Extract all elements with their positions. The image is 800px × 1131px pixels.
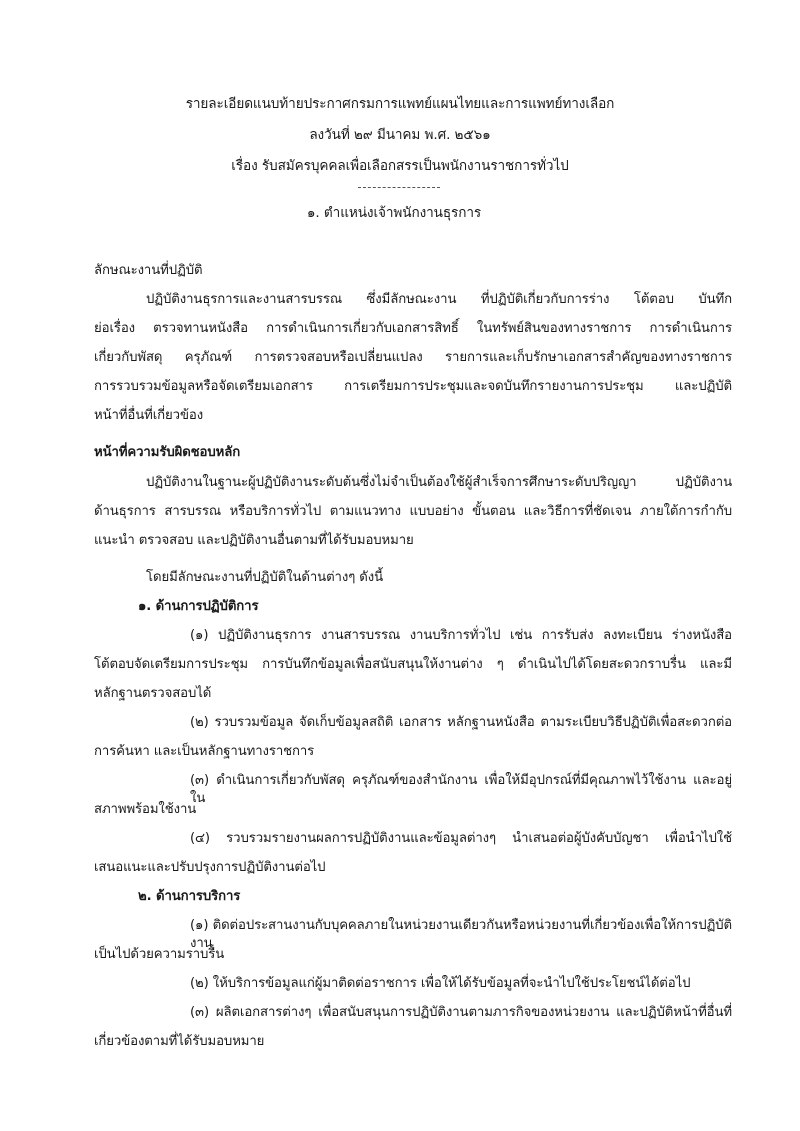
section-heading-responsibilities: หน้าที่ความรับผิดชอบหลัก	[94, 445, 241, 460]
area-operations-heading: ๑. ด้านการปฏิบัติการ	[138, 599, 259, 614]
operations-item-3-line-2: สภาพพร้อมใช้งาน	[94, 802, 197, 817]
area-services-heading: ๒. ด้านการบริการ	[138, 889, 241, 904]
characteristics-line-3: เกี่ยวกับพัสดุ ครุภัณฑ์ การตรวจสอบหรือเปลี่ยนแปลง รายการและเก็บรักษาเอกสารสำคัญของทางราชการ	[94, 350, 732, 365]
responsibilities-line-1: ปฏิบัติงานในฐานะผู้ปฏิบัติงานระดับต้นซึ่งไม่จำเป็นต้องใช้ผู้สำเร็จการศึกษาระดับปริญญา ปฏิบัติงาน	[146, 475, 732, 490]
characteristics-line-4: การรวบรวมข้อมูลหรือจัดเตรียมเอกสาร การเตรียมการประชุมและจดบันทึกรายงานการประชุม และปฏิบัติ	[94, 379, 732, 394]
characteristics-line-5: หน้าที่อื่นที่เกี่ยวข้อง	[94, 408, 204, 423]
document-date: ลงวันที่ ๒๙ มีนาคม พ.ศ. ๒๕๖๑	[309, 127, 491, 143]
position-title: ๑. ตำแหน่งเจ้าพนักงานธุรการ	[306, 205, 482, 221]
operations-item-1-line-1: (๑) ปฏิบัติงานธุรการ งานสารบรรณ งานบริการทั่วไป เช่น การรับส่ง ลงทะเบียน ร่างหนังสือ	[190, 628, 732, 643]
responsibilities-line-2: ด้านธุรการ สารบรรณ หรือบริการทั่วไป ตามแนวทาง แบบอย่าง ขั้นตอน และวิธีการที่ชัดเจน ภายใต้การกำกับ	[94, 504, 732, 519]
services-item-1-line-2: เป็นไปด้วยความราบรื่น	[94, 947, 225, 962]
characteristics-line-2: ย่อเรื่อง ตรวจทานหนังสือ การดำเนินการเกี่ยวกับเอกสารสิทธิ์ ในทรัพย์สินของทางราชการ การดำเนินการ	[94, 321, 732, 336]
responsibilities-intro: โดยมีลักษณะงานที่ปฏิบัติในด้านต่างๆ ดังนี้	[146, 570, 383, 585]
operations-item-2-line-1: (๒) รวบรวมข้อมูล จัดเก็บข้อมูลสถิติ เอกสาร หลักฐานหนังสือ ตามระเบียบวิธีปฏิบัติเพื่อสะดวกต่อ	[190, 715, 732, 730]
document-title-line-1: รายละเอียดแนบท้ายประกาศกรมการแพทย์แผนไทยและการแพทย์ทางเลือก	[185, 96, 615, 112]
operations-item-1-line-3: หลักฐานตรวจสอบได้	[94, 686, 212, 701]
section-heading-characteristics: ลักษณะงานที่ปฏิบัติ	[94, 263, 203, 278]
operations-item-4-line-1: (๔) รวบรวมรายงานผลการปฏิบัติงานและข้อมูลต่างๆ นำเสนอต่อผู้บังคับบัญชา เพื่อนำไปใช้	[190, 831, 732, 846]
characteristics-line-1: ปฏิบัติงานธุรการและงานสารบรรณ ซึ่งมีลักษณะงาน ที่ปฏิบัติเกี่ยวกับการร่าง โต้ตอบ บันทึก	[146, 292, 732, 307]
services-item-3-line-2: เกี่ยวข้องตามที่ได้รับมอบหมาย	[94, 1034, 265, 1049]
operations-item-3-line-1: (๓) ดำเนินการเกี่ยวกับพัสดุ ครุภัณฑ์ของสำนักงาน เพื่อให้มีอุปกรณ์ที่มีคุณภาพไว้ใช้งาน และอยู่ใน	[190, 773, 732, 806]
operations-item-4-line-2: เสนอแนะและปรับปรุงการปฏิบัติงานต่อไป	[94, 860, 326, 875]
responsibilities-line-3: แนะนำ ตรวจสอบ และปฏิบัติงานอื่นตามที่ได้รับมอบหมาย	[94, 533, 414, 548]
services-item-2-line-1: (๒) ให้บริการข้อมูลแก่ผู้มาติดต่อราชการ เพื่อให้ได้รับข้อมูลที่จะนำไปใช้ประโยชน์ได้ต่อไป	[190, 976, 691, 991]
services-item-1-line-1: (๑) ติดต่อประสานงานกับบุคคลภายในหน่วยงานเดียวกันหรือหน่วยงานที่เกี่ยวข้องเพื่อให้การปฏิบัติงาน	[190, 918, 732, 951]
operations-item-2-line-2: การค้นหา และเป็นหลักฐานทางราชการ	[94, 744, 315, 759]
document-subject: เรื่อง รับสมัครบุคคลเพื่อเลือกสรรเป็นพนักงานราชการทั่วไป	[231, 158, 569, 174]
services-item-3-line-1: (๓) ผลิตเอกสารต่างๆ เพื่อสนับสนุนการปฏิบัติงานตามภารกิจของหน่วยงาน และปฏิบัติหน้าที่อื่นที่	[190, 1005, 732, 1020]
header-divider	[358, 187, 440, 188]
operations-item-1-line-2: โต้ตอบจัดเตรียมการประชุม การบันทึกข้อมูลเพื่อสนับสนุนให้งานต่าง ๆ ดำเนินไปได้โดยสะดวกราบรื่น และมี	[94, 657, 732, 672]
